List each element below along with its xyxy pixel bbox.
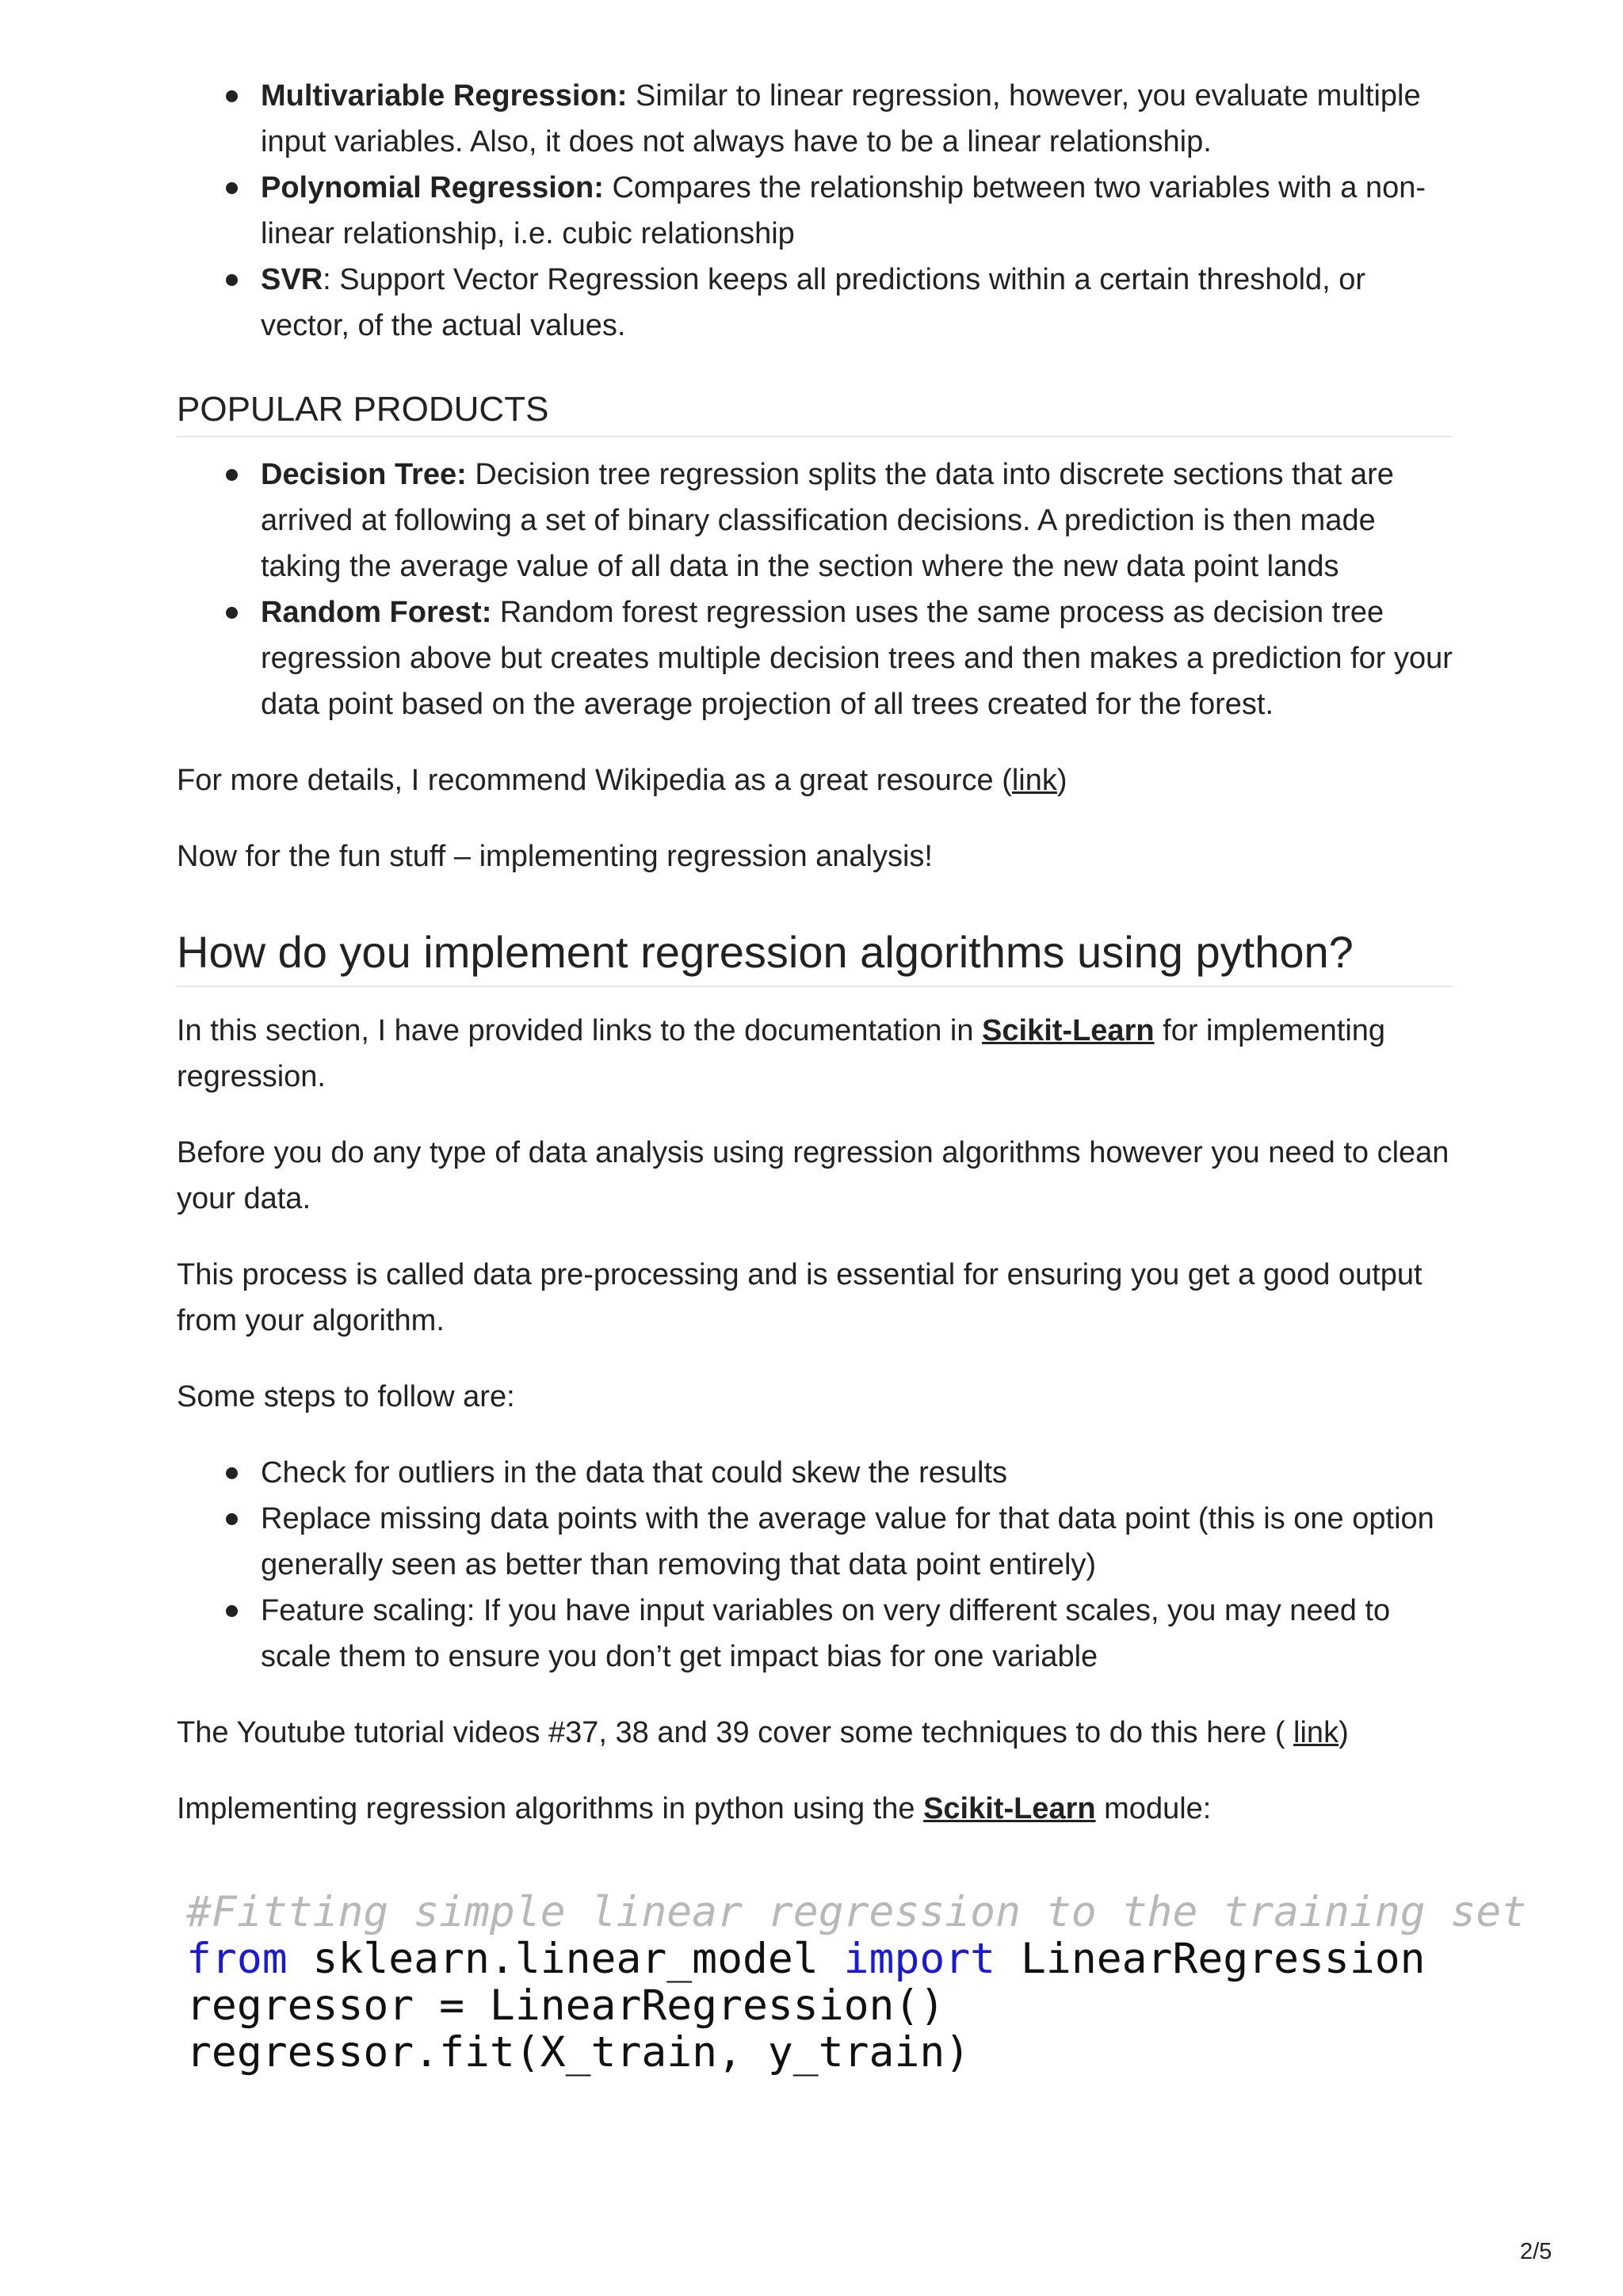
- text: ): [1056, 764, 1067, 797]
- code-keyword-from: from: [186, 1935, 288, 1983]
- scikit-learn-link[interactable]: Scikit-Learn: [923, 1792, 1096, 1825]
- description: Compares the relationship between two variables with a non-linear relationship, i.e. cubic relationship: [261, 171, 1426, 250]
- list-item: [177, 73, 1453, 165]
- text: In this section, I have provided links to the documentation in: [177, 1014, 983, 1047]
- code-keyword-import: import: [843, 1935, 996, 1983]
- paragraph-youtube: [177, 1710, 1453, 1756]
- text: Implementing regression algorithms in python using the: [177, 1792, 924, 1825]
- code-comment: #Fitting simple linear regression to the training set: [186, 1888, 1527, 1936]
- paragraph-steps: Some steps to follow are:: [177, 1380, 515, 1413]
- list-item: [177, 589, 1453, 727]
- paragraph-before: Before you do any type of data analysis using regression algorithms however you need to clean your data.: [177, 1136, 1449, 1215]
- term-random-forest: Random Forest:: [261, 596, 492, 629]
- list-item: [177, 165, 1453, 257]
- youtube-link[interactable]: link: [1293, 1716, 1339, 1749]
- paragraph-details: [177, 757, 1453, 803]
- term-decision-tree: Decision Tree:: [261, 458, 467, 491]
- code-block: [186, 1888, 1527, 2077]
- paragraph-section: [177, 1008, 1453, 1100]
- text: For more details, I recommend Wikipedia as a great resource (: [177, 764, 1012, 797]
- term-polynomial: Polynomial Regression:: [261, 171, 604, 204]
- list-item: Replace missing data points with the average value for that data point (this is one option generally seen as better than removing that data point entirely): [177, 1496, 1453, 1588]
- tree-methods-list: [177, 452, 1453, 727]
- regression-types-list: [177, 73, 1453, 349]
- page-content: [177, 73, 1527, 2077]
- paragraph-process: This process is called data pre-processing and is essential for ensuring you get a good output from your algorithm.: [177, 1258, 1423, 1337]
- page-number: 2/5: [1520, 2239, 1552, 2264]
- description: Random forest regression uses the same process as decision tree regression above but creates multiple decision trees and then makes a prediction for your data point based on the average projection of all trees created for the forest.: [261, 596, 1453, 721]
- description: Similar to linear regression, however, you evaluate multiple input variables. Also, it does not always have to be a linear relationship.: [261, 79, 1421, 158]
- section-heading: How do you implement regression algorithms using python?: [177, 925, 1453, 987]
- text: for implementing regression.: [177, 1014, 1386, 1093]
- scikit-learn-link[interactable]: Scikit-Learn: [982, 1014, 1155, 1047]
- text: module:: [1095, 1792, 1212, 1825]
- text: ): [1338, 1716, 1349, 1749]
- term-multivariable: Multivariable Regression:: [261, 79, 628, 113]
- list-item: Feature scaling: If you have input variables on very different scales, you may need to scale them to ensure you don’t get impact bias for one variable: [177, 1588, 1453, 1680]
- steps-list: [177, 1450, 1453, 1680]
- description: : Support Vector Regression keeps all predictions within a certain threshold, or vector, of the actual values.: [261, 263, 1366, 342]
- code-module: sklearn.linear_model: [287, 1935, 844, 1983]
- term-svr: SVR: [261, 263, 323, 296]
- popular-products-heading: POPULAR PRODUCTS: [177, 388, 1453, 437]
- paragraph-implementing: [177, 1786, 1453, 1832]
- code-import-name: LinearRegression: [995, 1935, 1426, 1983]
- paragraph-fun: Now for the fun stuff – implementing regression analysis!: [177, 840, 933, 873]
- code-line-4: regressor.fit(X_train, y_train): [186, 2028, 971, 2077]
- text: The Youtube tutorial videos #37, 38 and 39 cover some techniques to do this here (: [177, 1716, 1294, 1749]
- code-line-3: regressor = LinearRegression(): [186, 1981, 945, 2030]
- list-item: Check for outliers in the data that could skew the results: [177, 1450, 1453, 1496]
- description: Decision tree regression splits the data into discrete sections that are arrived at following a set of binary classification decisions. A prediction is then made taking the average value of all data in the section where the new data point lands: [261, 458, 1394, 583]
- list-item: [177, 452, 1453, 589]
- wikipedia-link[interactable]: link: [1011, 764, 1057, 797]
- list-item: [177, 257, 1453, 349]
